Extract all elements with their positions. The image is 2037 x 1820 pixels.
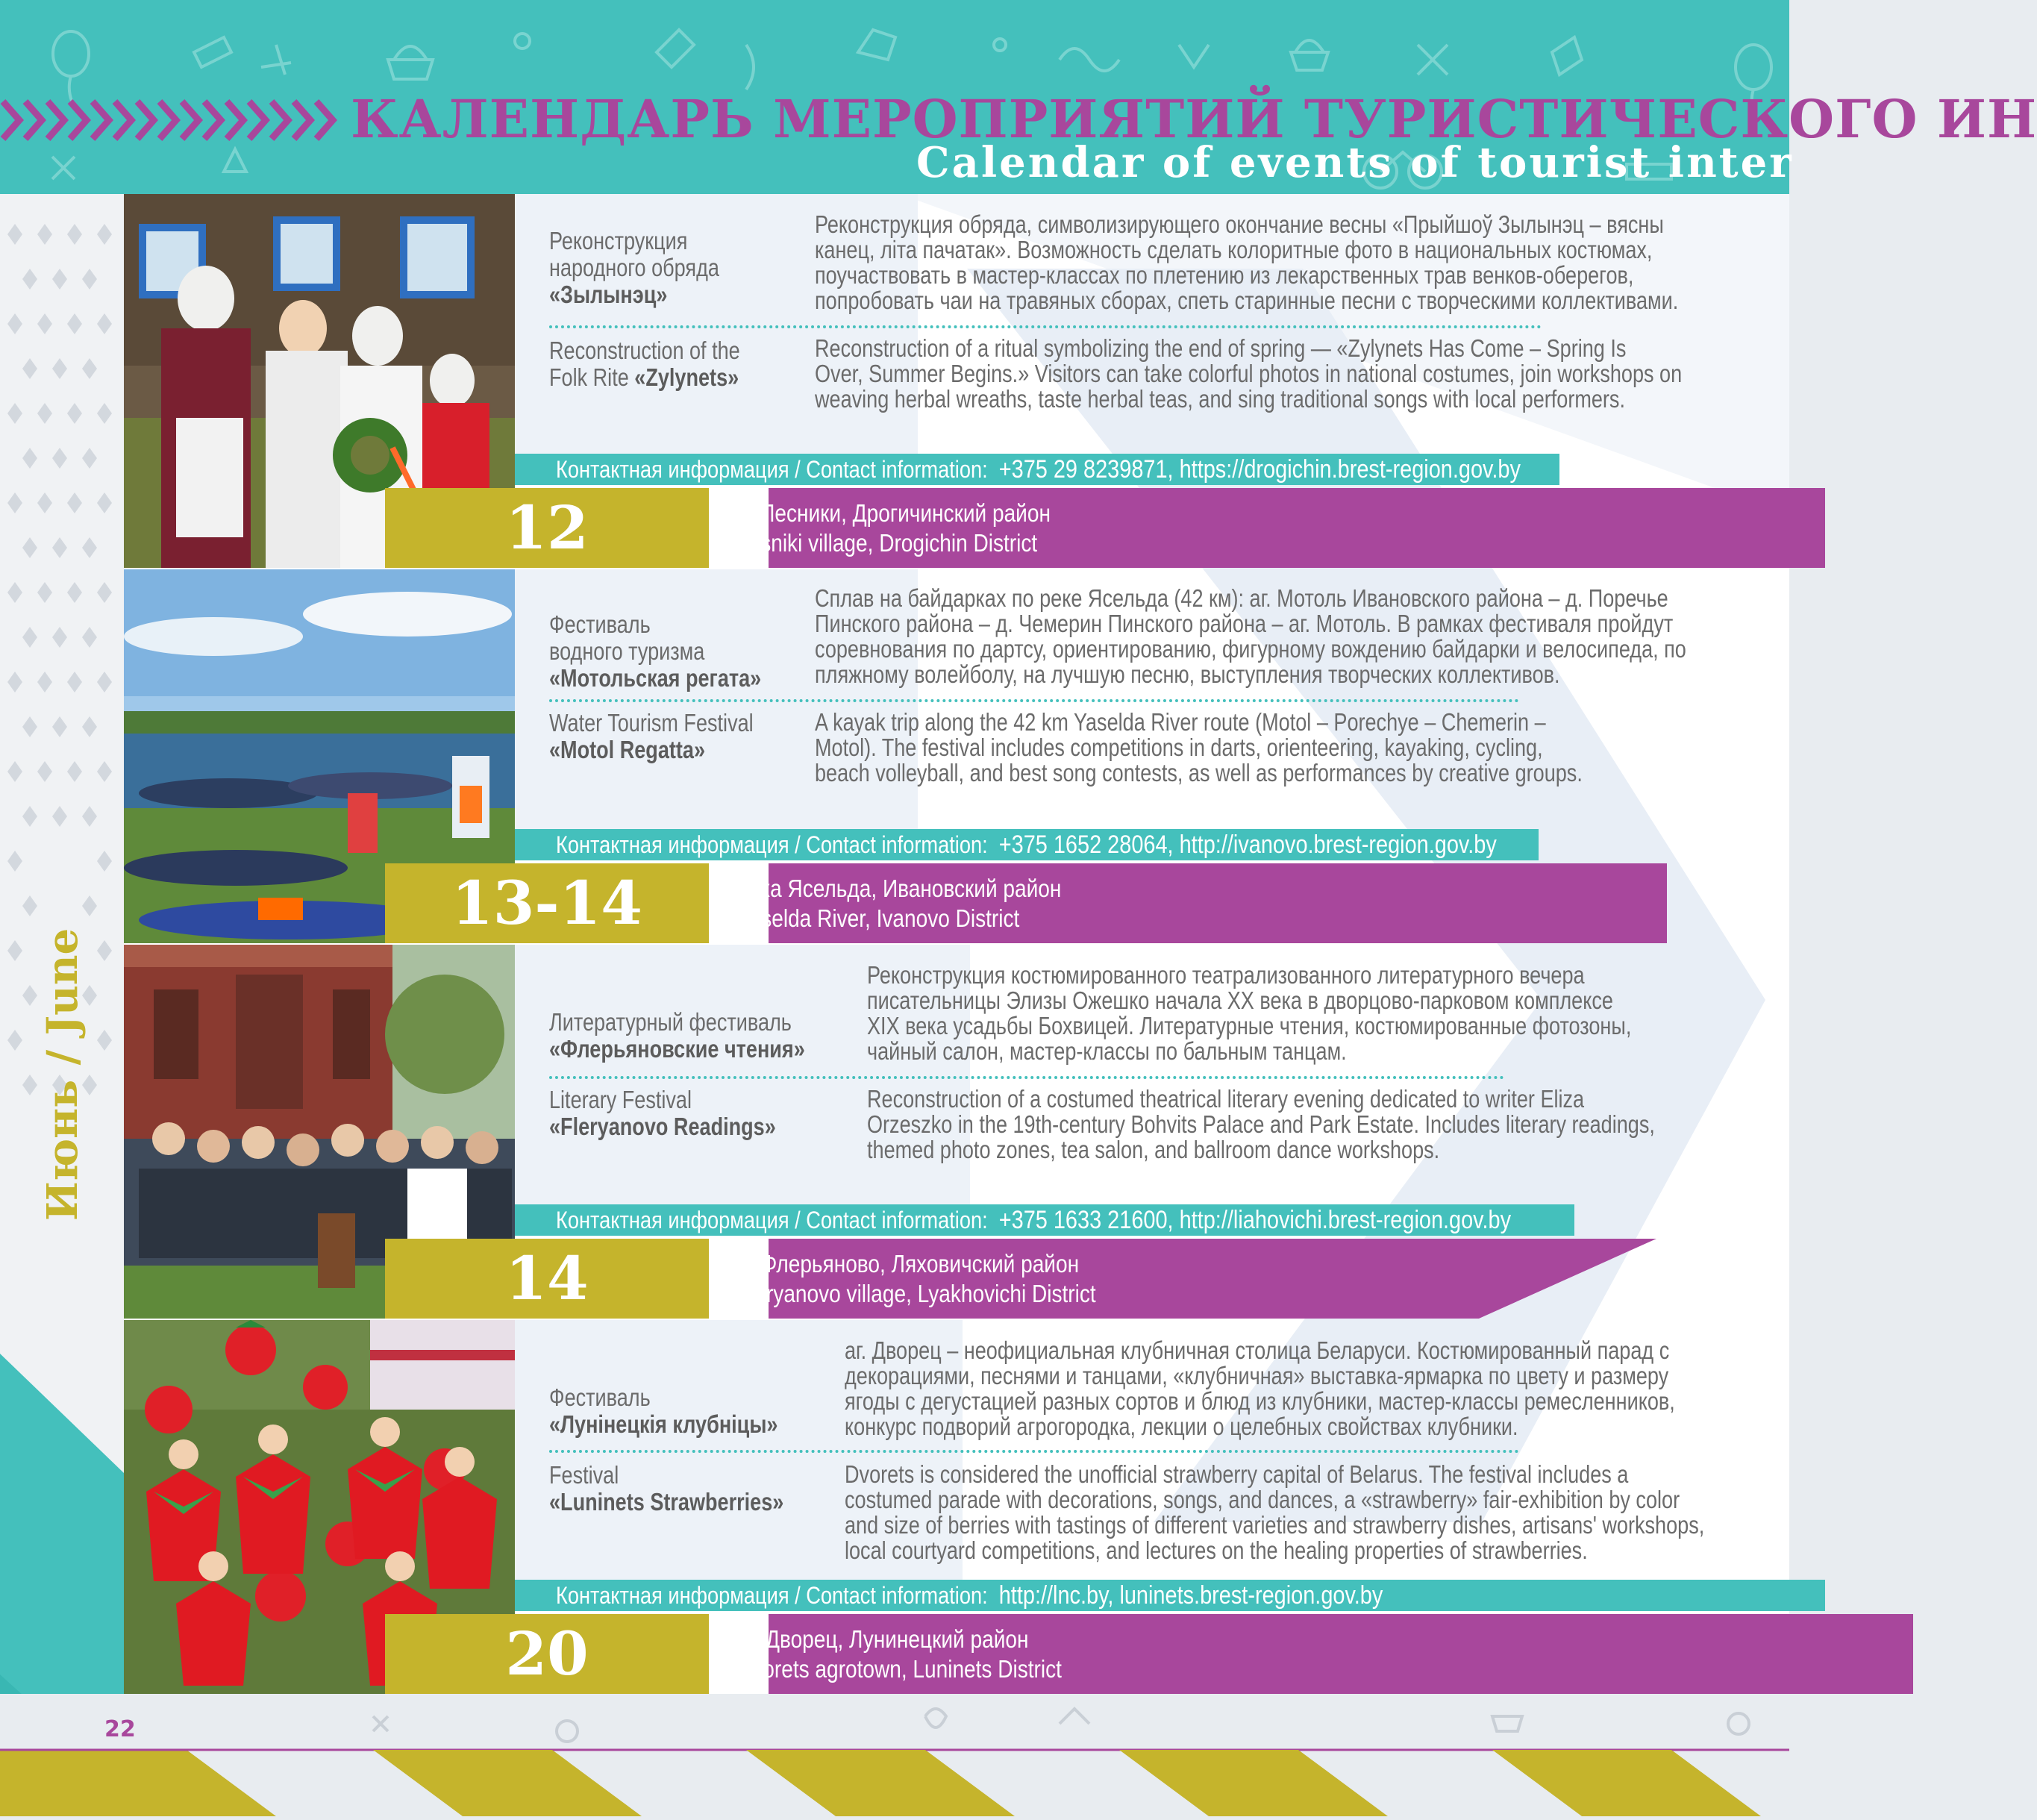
event-name-en: Festival «Luninets Strawberries»: [549, 1461, 784, 1516]
event-card-3: [124, 945, 1789, 1319]
event-location: аг. Дворец, Лунинецкий район Dvorets agrotown, Luninets District: [737, 1625, 1062, 1683]
event-date: 12: [505, 492, 589, 563]
event-description-en: Reconstruction of a costumed theatrical literary evening dedicated to writer Eliza Orzeszko in the 19th-century Bohvits Palace and Park Estate. Includes literary readings, themed photo zones, tea salon, and ballroom dance workshops.: [867, 1085, 1655, 1163]
event-date: 20: [505, 1619, 589, 1689]
dotted-divider: [549, 325, 1542, 328]
event-name-en: Literary Festival «Fleryanovo Readings»: [549, 1086, 776, 1140]
contact-info[interactable]: http://lnc.by, luninets.brest-region.gov.by: [998, 1581, 1383, 1610]
contact-label: Контактная информация / Contact information:: [556, 1207, 988, 1233]
contact-bar: [515, 454, 1559, 485]
dotted-divider: [549, 1076, 1504, 1079]
contact-bar: [515, 1204, 1574, 1236]
event-description-en: Reconstruction of a ritual symbolizing the end of spring — «Zylynets Has Come – Spring Is Over, Summer Begins.» Visitors can take colorful photos in national costumes, join workshops on weaving herbal wreaths, taste herbal teas, and sing traditional songs with local performers.: [815, 334, 1683, 413]
chevrons-icon: [0, 94, 343, 146]
event-name-en: Reconstruction of the Folk Rite «Zylynets»: [549, 337, 740, 391]
title-english: Calendar of events of tourist inter: [916, 138, 1794, 187]
event-name-ru: Реконструкция народного обряда «Зылынэц»: [549, 227, 719, 308]
event-date: 13-14: [451, 868, 642, 938]
date-box: [385, 1239, 709, 1319]
event-description-ru: Реконструкция обряда, символизирующего окончание весны «Прыйшоў Зылынэц – вясны канец, літа пачатак». Возможность сделать колоритные фото в национальных костюмах, поучаствовать в мастер-классах по плетению из лекарственных трав венков-оберегов, попробовать чаи на травяных сборах, спеть старинные песни с творческими коллективами.: [815, 210, 1679, 314]
event-description-ru: Сплав на байдарках по реке Ясельда (42 км): аг. Мотоль Ивановского района – д. Поречье Пинского района – д. Чемерин Пинского района – аг. Мотоль. В рамках фестиваля пройдут соревнования по дартсу, ориентированию, фигурному вождению байдарки и велосипеда, по пляжному волейболу, на лучшую песню, выступления творческих коллективов.: [815, 584, 1686, 688]
event-location: река Ясельда, Ивановский район Yaselda River, Ivanovo District: [737, 875, 1062, 932]
event-name-ru: Фестиваль «Лунінецкія клубніцы»: [549, 1383, 778, 1438]
event-name-ru: Литературный фестиваль «Флерьяновские чтения»: [549, 1008, 805, 1063]
contact-info[interactable]: +375 1633 21600, http://liahovichi.brest-region.gov.by: [998, 1206, 1512, 1234]
event-description-ru: Реконструкция костюмированного театрализованного литературного вечера писательницы Элизы Ожешко начала XX века в дворцово-парковом комплексе XIX века усадьбы Бохвицей. Литературные чтения, костюмированные фотозоны, чайный салон, мастер-классы по бальным танцам.: [867, 961, 1632, 1065]
month-label: Июнь / June: [38, 928, 87, 1222]
bottom-decoration: [0, 1694, 1789, 1816]
event-card-1: [124, 194, 1789, 568]
diagonal-stripes-icon: [0, 1694, 1789, 1816]
event-description-en: A kayak trip along the 42 km Yaselda River route (Motol – Porechye – Chemerin – Motol). The festival includes competitions in darts, orienteering, kayaking, cycling, beach volleyball, and best song contests, as well as performances by creative groups.: [815, 708, 1583, 787]
event-location: д. Флерьяново, Ляховичский район Fleryanovo village, Lyakhovichi District: [737, 1250, 1096, 1307]
contact-label: Контактная информация / Contact information:: [556, 1582, 988, 1609]
dotted-divider: [549, 1450, 1519, 1453]
contact-label: Контактная информация / Contact information:: [556, 831, 988, 858]
contact-info[interactable]: +375 29 8239871, https://drogichin.brest-region.gov.by: [998, 455, 1521, 484]
date-box: [385, 1614, 709, 1694]
contact-bar: [515, 829, 1539, 860]
event-description-en: Dvorets is considered the unofficial strawberry capital of Belarus. The festival includes a costumed parade with decorations, songs, and dances, a «strawberry» fair-exhibition by color and size of berries with tastings of different varieties and strawberry dishes, artisans' workshops, local courtyard competitions, and lectures on the healing properties of strawberries.: [845, 1460, 1705, 1564]
dotted-divider: [549, 699, 1519, 702]
event-card-4: [124, 1320, 1789, 1694]
event-location: д. Лесники, Дрогичинский район Lesniki village, Drogichin District: [737, 499, 1051, 557]
title-russian: КАЛЕНДАРЬ МЕРОПРИЯТИЙ ТУРИСТИЧЕСКОГО ИН: [351, 88, 2037, 150]
event-name-en: Water Tourism Festival «Motol Regatta»: [549, 709, 754, 763]
date-box: [385, 488, 709, 568]
contact-bar: [515, 1580, 1825, 1611]
event-card-2: [124, 569, 1789, 943]
event-date: 14: [505, 1243, 589, 1313]
header-banner: [0, 0, 2037, 194]
contact-label: Контактная информация / Contact information:: [556, 456, 988, 483]
event-name-ru: Фестиваль водного туризма «Мотольская регата»: [549, 610, 762, 692]
contact-info[interactable]: +375 1652 28064, http://ivanovo.brest-region.gov.by: [998, 831, 1497, 859]
event-description-ru: аг. Дворец – неофициальная клубничная столица Беларуси. Костюмированный парад с декорациями, песнями и танцами, «клубничная» выставка-ярмарка по цвету и размеру ягоды с дегустацией разных сортов и блюд из клубники, мастер-классы ремесленников, конкурс подворий агрогородка, лекции о целебных свойствах клубники.: [845, 1336, 1675, 1440]
page-number: 22: [104, 1716, 136, 1742]
date-box: [385, 863, 709, 943]
